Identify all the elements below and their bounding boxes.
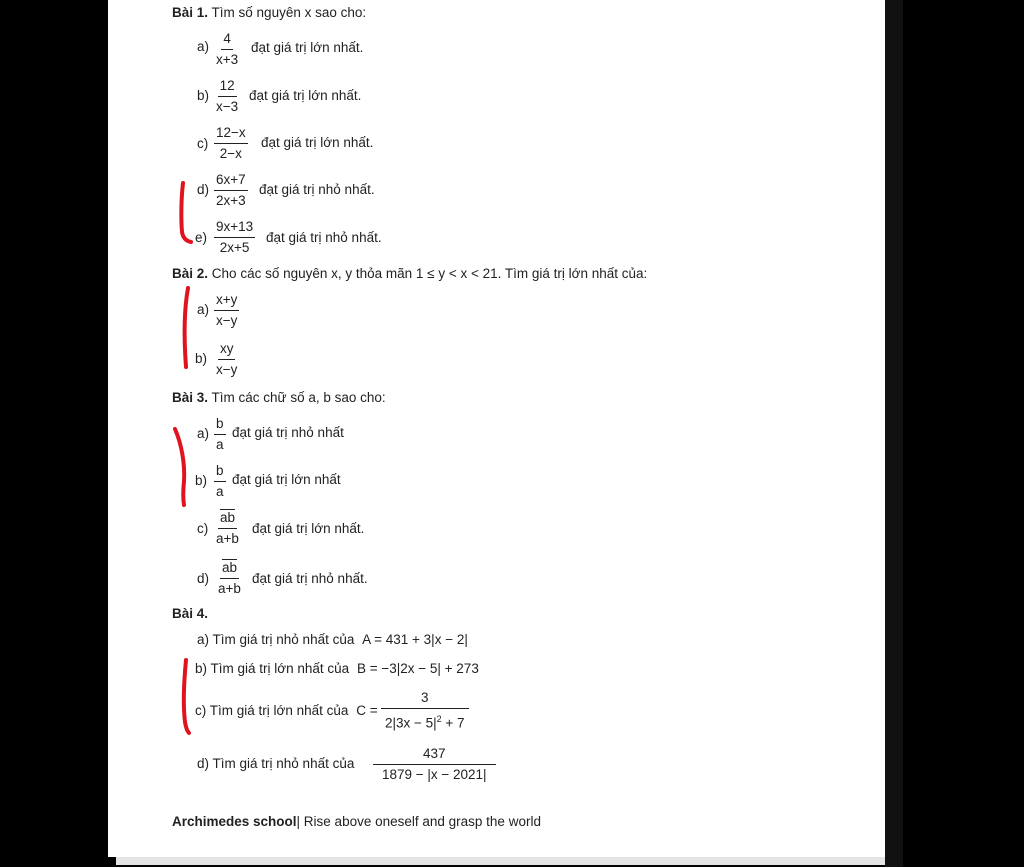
bai3-intro: Tìm các chữ số a, b sao cho: xyxy=(211,390,386,405)
bai3-c-text: đạt giá trị lớn nhất. xyxy=(252,521,365,536)
fraction-numerator: $\overline{ab}$ xyxy=(218,510,237,529)
bai1-b-label: b) xyxy=(197,88,210,103)
fraction-numerator: 6x+7 xyxy=(214,172,248,191)
bai1-e-text: đạt giá trị nhỏ nhất. xyxy=(266,230,382,245)
fraction-denominator xyxy=(383,709,467,732)
bai4-c-fraction xyxy=(381,690,469,732)
bai1-a-fraction xyxy=(214,31,240,68)
red-bracket-bai1 xyxy=(176,180,196,251)
bai2-heading: Bài 2. xyxy=(172,266,209,281)
fraction-denominator: x−y xyxy=(216,362,238,377)
fraction-denominator: 1879 − |x − 2021| xyxy=(381,767,487,782)
bai3-d-label: d) xyxy=(197,571,210,586)
page-shadow xyxy=(116,857,885,865)
bai1-d-fraction xyxy=(214,172,248,209)
fraction-denominator: 2−x xyxy=(219,146,242,161)
bai4-d xyxy=(197,756,354,772)
bai3-b-fraction xyxy=(214,463,226,500)
bai3-c-fraction xyxy=(214,510,241,547)
bai1-title xyxy=(172,5,366,21)
bai1-e-label: e) xyxy=(195,230,208,245)
bai3-a-fraction xyxy=(214,416,226,453)
fraction-denominator: x+3 xyxy=(216,52,239,67)
bai3-heading: Bài 3. xyxy=(172,390,209,405)
bai1-heading: Bài 1. xyxy=(172,5,209,20)
bai4-b-expression: B = −3|2x − 5| + 273 xyxy=(356,661,479,676)
bai4-a-label: a) xyxy=(197,632,210,647)
red-bracket-bai3-svg xyxy=(170,425,194,509)
bai2-title xyxy=(172,266,647,282)
fraction-numerator: 4 xyxy=(221,31,233,50)
bai4-c-lhs: C = xyxy=(356,703,378,718)
bai3-d-fraction xyxy=(216,560,243,597)
red-bracket-bai4 xyxy=(178,656,198,741)
bai4-d-fraction xyxy=(373,746,496,783)
bai2-a-fraction xyxy=(214,292,239,329)
fraction-denominator: 2x+3 xyxy=(216,193,246,208)
bai3-title xyxy=(172,390,386,406)
bai4-d-text: Tìm giá trị nhỏ nhất của xyxy=(212,756,355,771)
footer-school: Archimedes school xyxy=(172,814,297,829)
bai3-a-label: a) xyxy=(197,426,210,441)
denominator-exponent: 2 xyxy=(436,714,442,724)
bai4-b xyxy=(195,661,479,677)
bai3-c-label: c) xyxy=(197,521,209,536)
fraction-numerator: b xyxy=(214,463,226,482)
fraction-numerator: 437 xyxy=(373,746,496,765)
red-bracket-bai1-svg xyxy=(176,180,196,246)
fraction-denominator: a+b xyxy=(218,581,241,596)
bai4-a xyxy=(197,632,468,648)
bai4-b-text: Tìm giá trị lớn nhất của xyxy=(210,661,350,676)
red-bracket-bai2-svg xyxy=(176,285,196,371)
fraction-denominator: a xyxy=(216,437,224,452)
bai1-b-fraction xyxy=(214,78,240,115)
denominator-base: 2|3x − 5| xyxy=(384,715,437,731)
bai3-d-text: đạt giá trị nhỏ nhất. xyxy=(252,571,368,586)
red-bracket-bai2 xyxy=(176,285,196,376)
fraction-numerator: 12−x xyxy=(214,125,248,144)
bai1-d-label: d) xyxy=(197,182,210,197)
bai3-b-label: b) xyxy=(195,473,208,488)
bai1-d-text: đạt giá trị nhỏ nhất. xyxy=(259,182,375,197)
fraction-numerator: b xyxy=(214,416,226,435)
footer xyxy=(172,814,541,830)
fraction-denominator: 2x+5 xyxy=(219,240,250,255)
bai3-b-text: đạt giá trị lớn nhất xyxy=(232,472,341,487)
bai1-intro: Tìm số nguyên x sao cho: xyxy=(211,5,367,20)
bai1-a-label: a) xyxy=(197,39,210,54)
bai2-b-label: b) xyxy=(195,351,208,366)
bai1-c-fraction xyxy=(214,125,248,162)
bai4-c-label: c) xyxy=(195,703,207,718)
bai4-a-text: Tìm giá trị nhỏ nhất của xyxy=(212,632,355,647)
bai4-c xyxy=(195,703,378,719)
denominator-tail: + 7 xyxy=(441,715,465,731)
fraction-numerator: x+y xyxy=(214,292,239,311)
bai3-a-text: đạt giá trị nhỏ nhất xyxy=(232,425,344,440)
bai1-b-text: đạt giá trị lớn nhất. xyxy=(249,88,362,103)
fraction-denominator: x−3 xyxy=(216,99,239,114)
bai4-heading: Bài 4. xyxy=(172,606,209,621)
fraction-numerator: $\overline{ab}$ xyxy=(220,560,239,579)
red-bracket-bai4-svg xyxy=(178,656,198,736)
fraction-numerator: 9x+13 xyxy=(214,219,255,238)
bai2-a-label: a) xyxy=(197,302,210,317)
bai4-b-label: b) xyxy=(195,661,208,676)
bai2-intro: Cho các số nguyên x, y thỏa mãn 1 ≤ y < x < 21. Tìm giá trị lớn nhất của: xyxy=(211,266,648,281)
bai1-e-fraction xyxy=(214,219,255,256)
fraction-denominator: a+b xyxy=(216,531,239,546)
bai1-c-label: c) xyxy=(197,136,209,151)
fraction-denominator: x−y xyxy=(216,313,238,328)
bai4-c-text: Tìm giá trị lớn nhất của xyxy=(209,703,349,718)
bai4-d-label: d) xyxy=(197,756,210,771)
fraction-numerator: 12 xyxy=(218,78,237,97)
red-bracket-bai3 xyxy=(170,425,194,514)
bai1-c-text: đạt giá trị lớn nhất. xyxy=(261,135,374,150)
fraction-numerator: xy xyxy=(218,341,236,360)
footer-slogan: | Rise above oneself and grasp the world xyxy=(296,814,541,829)
fraction-denominator: a xyxy=(216,484,224,499)
bai2-b-fraction xyxy=(214,341,239,378)
page-gutter xyxy=(885,0,903,867)
fraction-numerator: 3 xyxy=(381,690,469,709)
bai1-a-text: đạt giá trị lớn nhất. xyxy=(251,40,364,55)
bai4-a-expression: A = 431 + 3|x − 2| xyxy=(362,632,468,647)
